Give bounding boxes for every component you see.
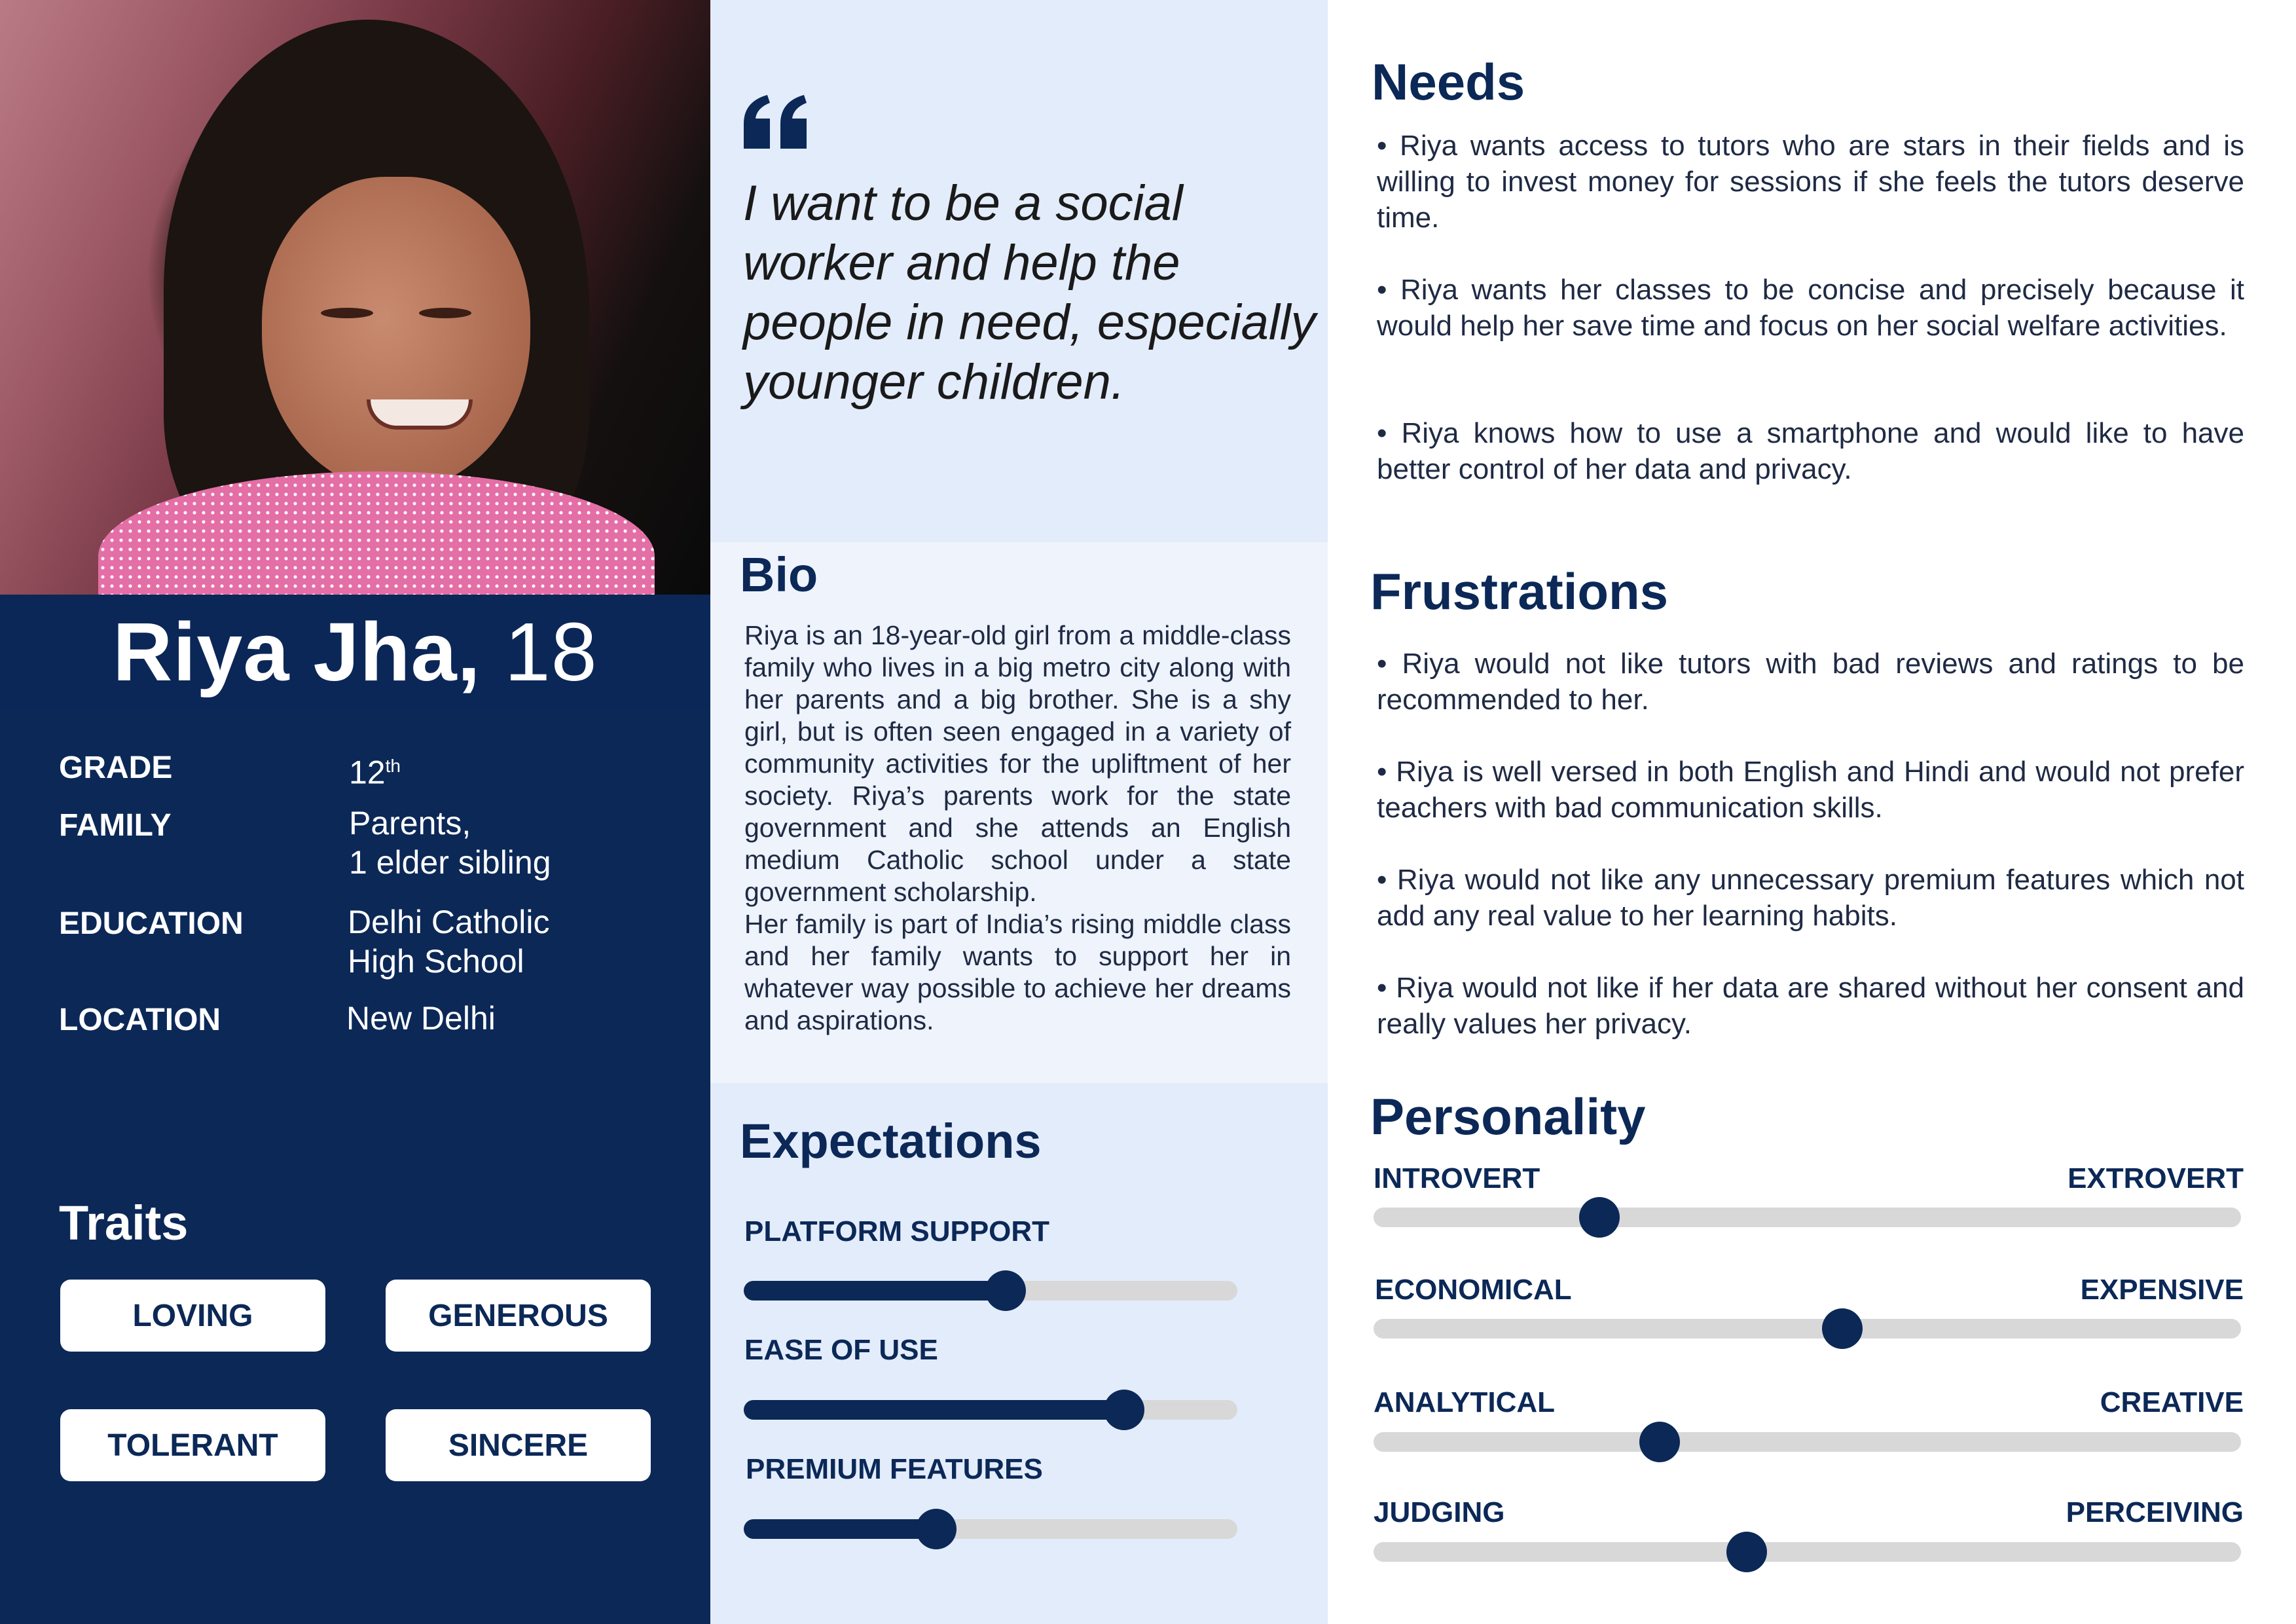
scale-right-label: EXTROVERT <box>2068 1162 2244 1194</box>
slider-fill <box>744 1281 1006 1301</box>
frustrations-item: • Riya would not like any unnecessary premium features which not add any real value to her learning habits. <box>1377 864 2244 932</box>
scale-right-label: EXPENSIVE <box>2080 1274 2244 1306</box>
scale-left-label: ANALYTICAL <box>1374 1386 1556 1418</box>
expectation-slider <box>744 1519 1237 1539</box>
info-label-education: EDUCATION <box>59 906 244 941</box>
expectation-label: EASE OF USE <box>744 1334 938 1366</box>
slider-knob <box>916 1509 957 1549</box>
slider-fill <box>744 1400 1124 1420</box>
frustrations-item: • Riya would not like tutors with bad reviews and ratings to be recommended to her. <box>1377 648 2244 716</box>
expectation-slider <box>744 1400 1237 1420</box>
slider-knob <box>1104 1390 1144 1430</box>
slider-knob <box>985 1270 1026 1311</box>
persona-quote: I want to be a social worker and help the people in need, especially younger children. <box>743 175 1316 410</box>
personality-scale <box>1374 1432 2241 1452</box>
persona-name-text: Riya Jha, <box>113 606 481 698</box>
scale-right-label: CREATIVE <box>2100 1386 2244 1418</box>
expectation-label: PLATFORM SUPPORT <box>744 1215 1050 1247</box>
slider-fill <box>744 1519 936 1539</box>
expectations-title: Expectations <box>740 1114 1042 1168</box>
scale-knob <box>1726 1532 1767 1572</box>
trait-pill: SINCERE <box>386 1409 651 1481</box>
info-label-grade: GRADE <box>59 750 173 785</box>
persona-age: 18 <box>504 606 598 698</box>
scale-left-label: JUDGING <box>1374 1496 1505 1528</box>
personality-scale <box>1374 1208 2241 1227</box>
scale-knob <box>1639 1422 1680 1462</box>
frustrations-item: • Riya would not like if her data are shared without her consent and really values her privacy. <box>1377 972 2244 1040</box>
info-value-education: Delhi Catholic High School <box>348 904 550 980</box>
info-label-location: LOCATION <box>59 1003 221 1037</box>
needs-title: Needs <box>1372 53 1525 111</box>
traits-title: Traits <box>59 1196 189 1250</box>
frustrations-item: • Riya is well versed in both English and Hindi and would not prefer teachers with bad communication skills. <box>1377 756 2244 824</box>
scale-left-label: ECONOMICAL <box>1375 1274 1572 1306</box>
bio-title: Bio <box>740 547 818 602</box>
profile-photo <box>0 0 710 595</box>
needs-item: • Riya wants access to tutors who are stars in their fields and is willing to invest money for sessions if she feels the tutors deserve time. <box>1377 130 2244 234</box>
personality-scale <box>1374 1319 2241 1338</box>
expectation-label: PREMIUM FEATURES <box>746 1453 1043 1485</box>
bio-text: Riya is an 18-year-old girl from a middle-class family who lives in a big metro city along with her parents and a big brother. She is a shy girl, but is often seen engaged in a variety of community activities for the upliftment of her society. Riya’s parents work for the state government and she attends an English medium Catholic school under a state government scholarship. Her family is part of India’s rising middle class and her family wants to support her in whatever way possible to achieve her dreams and aspirations. <box>744 620 1291 1035</box>
trait-pill: GENEROUS <box>386 1280 651 1352</box>
info-label-family: FAMILY <box>59 808 172 843</box>
expectation-slider <box>744 1281 1237 1301</box>
name-banner <box>0 595 710 709</box>
personality-title: Personality <box>1370 1088 1646 1145</box>
info-value-grade: 12th <box>349 754 401 791</box>
info-value-family: Parents, 1 elder sibling <box>349 805 551 881</box>
quote-mark-icon <box>741 95 809 149</box>
scale-knob <box>1579 1197 1620 1238</box>
persona-name <box>113 604 597 699</box>
personality-scale <box>1374 1542 2241 1562</box>
trait-pill: TOLERANT <box>60 1409 325 1481</box>
info-value-location: New Delhi <box>346 1000 496 1037</box>
needs-item: • Riya knows how to use a smartphone and would like to have better control of her data and privacy. <box>1377 417 2244 485</box>
scale-knob <box>1822 1308 1863 1349</box>
scale-right-label: PERCEIVING <box>2066 1496 2244 1528</box>
needs-item: • Riya wants her classes to be concise and precisely because it would help her save time and focus on her social welfare activities. <box>1377 274 2244 342</box>
scale-left-label: INTROVERT <box>1374 1162 1540 1194</box>
frustrations-title: Frustrations <box>1370 563 1669 620</box>
trait-pill: LOVING <box>60 1280 325 1352</box>
